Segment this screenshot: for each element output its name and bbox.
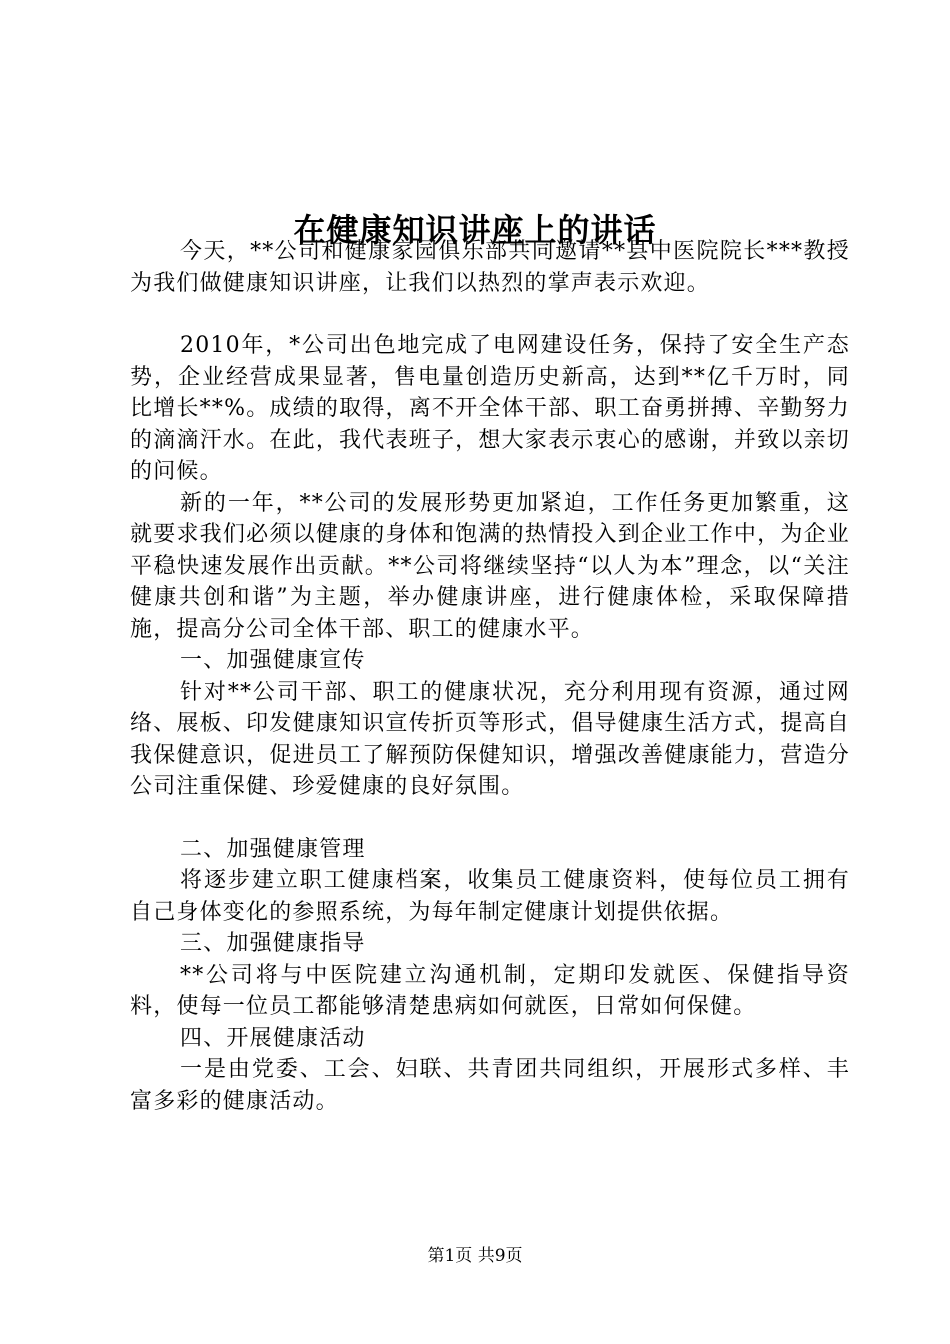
section-heading-publicity: 一、加强健康宣传 (180, 648, 366, 673)
paragraph-management: 将逐步建立职工健康档案，收集员工健康资料，使每位员工拥有自己身体变化的参照系统，为每年制定健康计划提供依据。 (130, 868, 850, 925)
paragraph-activities: 一是由党委、工会、妇联、共青团共同组织，开展形式多样、丰富多彩的健康活动。 (130, 1057, 850, 1114)
paragraph-new-year: 新的一年，**公司的发展形势更加紧迫，工作任务更加繁重，这就要求我们必须以健康的身体和饱满的热情投入到企业工作中，为企业平稳快速发展作出贡献。**公司将继续坚持“以人为本”理念，以“关注健康共创和谐”为主题，举办健康讲座，进行健康体检，采取保障措施，提高分公司全体干部、职工的健康水平。 (130, 490, 850, 642)
paragraph-intro: 今天，**公司和健康家园俱乐部共同邀请**县中医院院长***教授为我们做健康知识讲座，让我们以热烈的掌声表示欢迎。 (130, 239, 850, 296)
section-heading-management: 二、加强健康管理 (180, 836, 366, 862)
paragraph-guidance: **公司将与中医院建立沟通机制，定期印发就医、保健指导资料，使每一位员工都能够清楚患病如何就医，日常如何保健。 (130, 962, 850, 1019)
document-title: 在健康知识讲座上的讲话 (293, 211, 657, 250)
section-heading-activities: 四、开展健康活动 (180, 1025, 366, 1051)
section-heading-guidance: 三、加强健康指导 (180, 931, 366, 956)
document-body (130, 236, 850, 1117)
page-indicator: 第1页 共9页 (427, 1246, 523, 1266)
paragraph-achievements: 2010年，*公司出色地完成了电网建设任务，保持了安全生产态势，企业经营成果显著，售电量创造历史新高，达到**亿千万时，同比增长**%。成绩的取得，离不开全体干部、职工奋勇拼搏、辛勤努力的滴滴汗水。在此，我代表班子，想大家表示衷心的感谢，并致以亲切的问候。 (130, 333, 850, 484)
paragraph-publicity: 针对**公司干部、职工的健康状况，充分利用现有资源，通过网络、展板、印发健康知识宣传折页等形式，倡导健康生活方式，提高自我保健意识，促进员工了解预防保健知识，增强改善健康能力，营造分公司注重保健、珍爱健康的良好氛围。 (130, 679, 850, 799)
